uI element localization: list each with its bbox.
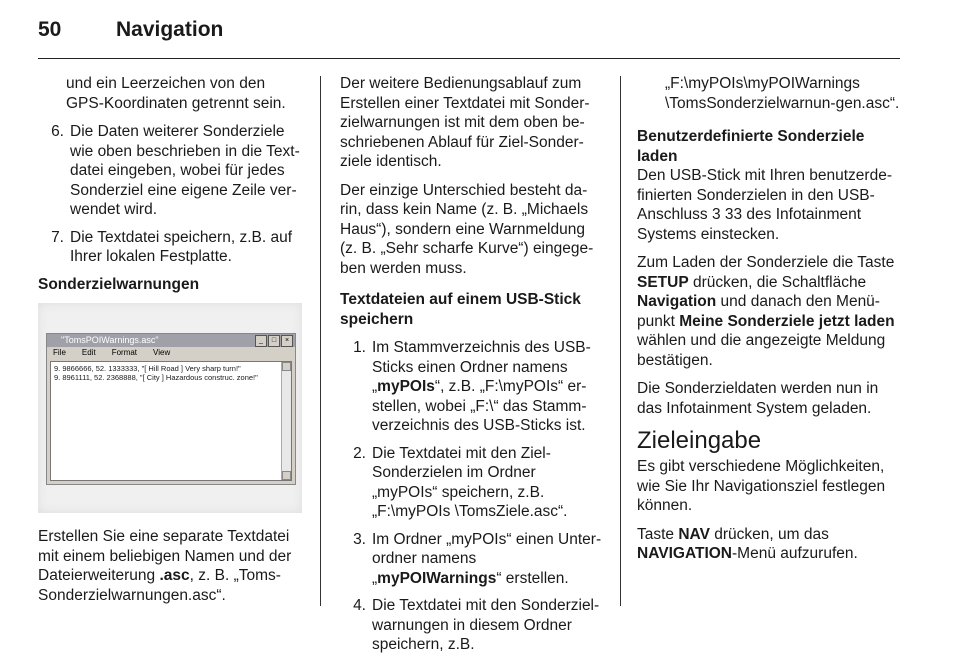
- page-header: [38, 18, 223, 42]
- section-heading: Sonderzielwarnungen: [38, 275, 200, 293]
- list-text: Die Textdatei mit den Sonderziel-warnungen in diesem Ordner speichern, z.B.: [372, 597, 600, 653]
- text-span: “ erstellen.: [496, 569, 569, 587]
- minimize-icon: _: [255, 335, 267, 347]
- window-title: "TomsPOIWarnings.asc": [61, 335, 159, 345]
- bold-text: NAVIGATION: [637, 545, 733, 562]
- paragraph: Der einzige Unterschied besteht da-rin, dass kein Name (z. B. „Michaels Haus“), sondern eine Warnmeldung (z. B. „Sehr scharfe Kurve“) eingege-ben werden muss.: [340, 181, 594, 277]
- scrollbar: [281, 362, 291, 480]
- text-span: -Menü aufzurufen.: [732, 545, 858, 562]
- menu-bar: [47, 347, 295, 359]
- text-span: 33 des Infotainment Systems einstecken.: [637, 206, 862, 243]
- column-2: [340, 74, 604, 663]
- bold-text: myPOIs: [377, 378, 435, 395]
- menu-edit: Edit: [81, 348, 96, 357]
- text-span: drücken, um das: [709, 525, 829, 543]
- header-rule: [38, 58, 900, 59]
- paragraph: [637, 253, 903, 370]
- text-area: [50, 361, 292, 481]
- list-item: [340, 596, 604, 655]
- paragraph: Die Sonderzieldaten werden nun in das Infotainment System geladen.: [637, 380, 879, 417]
- list-item: [340, 530, 604, 589]
- text-span: Im Ordner „myPOIs“ einen Unter-ordner namens „: [372, 530, 602, 587]
- menu-format: Format: [111, 348, 138, 357]
- text-span: Im Stammverzeichnis des USB-Sticks einen Ordner namens „: [372, 339, 591, 395]
- list-number: 3.: [353, 530, 366, 548]
- list-item: [38, 122, 304, 220]
- text-span: Zum Laden der Sonderziele die Taste: [637, 254, 895, 271]
- section-heading: Textdateien auf einem USB-Stick speichern: [340, 291, 581, 328]
- list-text: [372, 530, 604, 589]
- paragraph: Der weitere Bedienungsablauf zum Erstellen einer Textdatei mit Sonder-zielwarnungen ist mit dem oben be-schriebenen Ablauf für Ziel-Sonder-ziele identisch.: [340, 75, 590, 170]
- page-number: 50: [38, 18, 62, 41]
- paragraph: Es gibt verschiedene Möglichkeiten, wie Sie Ihr Navigationsziel festlegen können.: [637, 458, 886, 514]
- maximize-icon: □: [268, 335, 280, 347]
- bold-text: .asc: [159, 567, 190, 584]
- scroll-down-icon: [282, 471, 291, 480]
- text-span: und danach den Menü-punkt: [637, 293, 880, 330]
- column-3: [637, 74, 903, 573]
- list-text: Die Daten weiterer Sonderziele wie oben beschrieben in die Text-datei eingeben, wobei für jedes Sonderziel eine eigene Zeile ver-wendet wird.: [70, 123, 300, 218]
- text-span: drücken, die Schaltfläche: [688, 273, 867, 291]
- bold-text: NAV: [678, 525, 710, 543]
- list-item: [340, 444, 604, 522]
- section-title: Zieleingabe: [637, 427, 762, 454]
- list-continuation: und ein Leerzeichen von den GPS-Koordinaten getrennt sein.: [66, 75, 286, 112]
- section-heading: Benutzerdefinierte Sonderziele laden: [637, 128, 865, 165]
- bold-text: Meine Sonderziele jetzt laden: [679, 312, 895, 330]
- list-number: 4.: [353, 597, 366, 614]
- menu-file: File: [53, 348, 66, 357]
- list-text: [372, 338, 604, 436]
- paragraph: [637, 166, 903, 244]
- text-span: “, z.B. „F:\myPOIs“ er-stellen, wobei „F:\“ das Stamm-verzeichnis des USB-Sticks ist.: [372, 378, 587, 434]
- column-1: [38, 74, 304, 614]
- list-text: Die Textdatei mit den Ziel-Sonderzielen im Ordner „myPOIs“ speichern, z.B. „F:\myPOIs \TomsZiele.asc“.: [372, 444, 568, 520]
- list-item: [340, 338, 604, 436]
- bold-text: Navigation: [637, 293, 717, 310]
- scroll-up-icon: [282, 362, 291, 371]
- list-number: 1.: [353, 339, 366, 356]
- text-line: 9. 8961111, 52. 2368888, "[ City ] Hazardous construc. zone!": [54, 373, 258, 382]
- paragraph: [637, 525, 903, 564]
- text-span: Den USB-Stick mit Ihren benutzerde-finierten Sonderzielen in den USB-Anschluss: [637, 167, 892, 223]
- notepad-window: [46, 333, 296, 485]
- bold-text: myPOIWarnings: [377, 569, 497, 587]
- list-number: 2.: [353, 444, 366, 462]
- menu-view: View: [153, 348, 171, 357]
- list-text: Die Textdatei speichern, z.B. auf Ihrer lokalen Festplatte.: [70, 228, 293, 265]
- text-span: , z. B. „Toms-Sonderzielwarnungen.asc“.: [38, 567, 281, 604]
- list-number: 7.: [51, 228, 64, 246]
- close-icon: ×: [281, 335, 293, 347]
- column-divider: [620, 76, 621, 606]
- window-titlebar: [47, 334, 295, 347]
- list-item: [38, 228, 304, 267]
- text-span: wählen und die angezeigte Meldung bestätigen.: [637, 332, 886, 369]
- notepad-screenshot: [38, 303, 302, 513]
- page-title: Navigation: [116, 18, 224, 41]
- text-line: 9. 9866666, 52. 1333333, "[ Hill Road ] Very sharp turn!": [54, 364, 241, 373]
- list-number: 6.: [51, 123, 64, 140]
- reference-icon: 3: [711, 206, 721, 223]
- text-span: Taste: [637, 525, 679, 543]
- bold-text: SETUP: [637, 273, 689, 291]
- paragraph: [38, 527, 304, 605]
- column-divider: [320, 76, 321, 606]
- list-continuation: „F:\myPOIs\myPOIWarnings \TomsSonderzielwarnun-gen.asc“.: [665, 75, 900, 112]
- text-span: Erstellen Sie eine separate Textdatei mit einem beliebigen Namen und der Dateierweiterung: [38, 528, 292, 584]
